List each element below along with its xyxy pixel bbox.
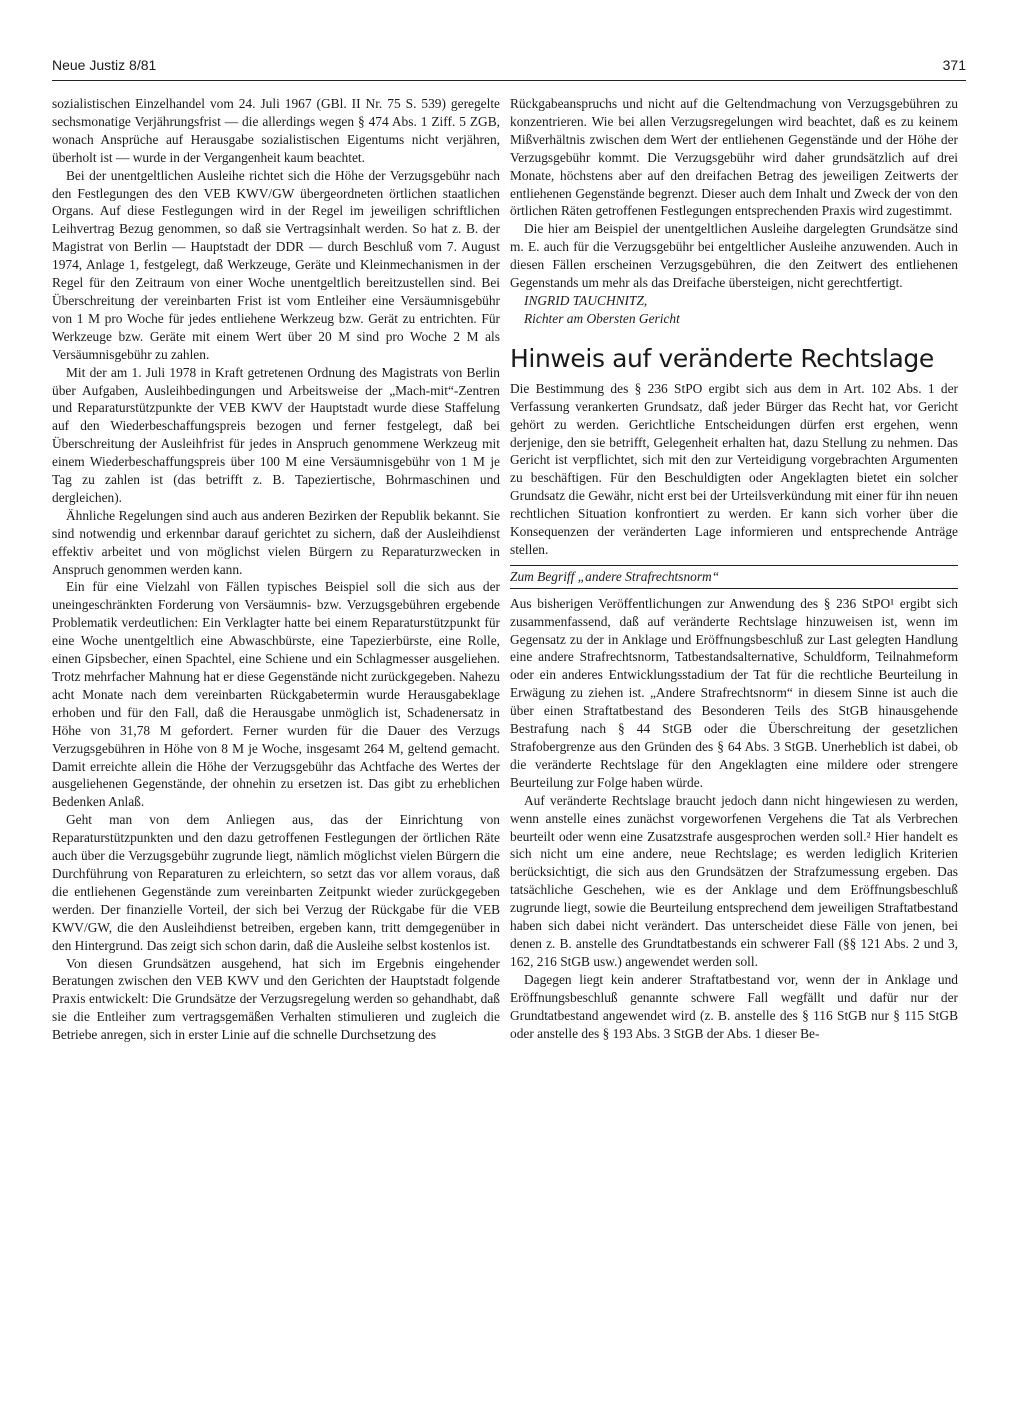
header-rule	[52, 80, 966, 81]
page-number: 371	[942, 57, 966, 73]
paragraph: Auf veränderte Rechtslage braucht jedoch dann nicht hingewiesen zu werden, wenn anstelle eines zunächst vorgeworfenen Vergehens die Tat als Verbrechen beurteilt oder wenn eine Zusatzstrafe ausgesprochen werden soll.² Hier handelt es sich nicht um eine andere, neue Rechtslage; es werden lediglich Kriterien berücksichtigt, die sich aus den Grundsätzen der Strafzumessung ergeben. Das tatsächliche Geschehen, wie es der Anklage und dem Eröffnungsbeschluß zugrunde liegt, sowie die Beurteilung entsprechend dem jeweiligen Straftatbestand haben sich dabei nicht verändert. Das unterscheidet diese Fälle von jenen, bei denen z. B. anstelle des Grundtatbestands ein schwerer Fall (§§ 121 Abs. 2 und 3, 162, 216 StGB usw.) angewendet werden soll.	[510, 792, 958, 969]
paragraph: Ähnliche Regelungen sind auch aus anderen Bezirken der Republik bekannt. Sie sind notwendig und erkennbar darauf gerichtet zu sichern, daß der Ausleihdienst effektiv arbeitet und von möglichst vielen Bürgern zu Reparaturzwecken in Anspruch genommen werden kann.	[52, 507, 500, 577]
paragraph: Von diesen Grundsätzen ausgehend, hat sich im Ergebnis eingehender Beratungen zwischen den VEB KWV und den Gerichten der Hauptstadt folgende Praxis entwickelt: Die Grundsätze der Verzugsregelung werden so gehandhabt, daß sie die Entleiher zum vertragsgemäßen Verhalten stimulieren und zugleich die Betriebe anregen, sich in erster Linie auf die schnelle Durchsetzung des	[52, 955, 500, 1043]
left-column	[52, 95, 500, 1044]
right-column	[510, 95, 958, 1042]
paragraph: Die Bestimmung des § 236 StPO ergibt sich aus dem in Art. 102 Abs. 1 der Verfassung verankerten Grundsatz, daß jeder Bürger das Recht hat, vor Gericht gehört zu werden. Gerichtliche Entscheidungen dürfen erst ergehen, wenn derjenige, den sie betrifft, Gelegenheit erhalten hat, dazu Stellung zu nehmen. Das Gericht ist verpflichtet, sich mit den zur Verteidigung vorgebrachten Argumenten zu beschäftigen. Für den Beschuldigten oder Angeklagten bietet ein solcher Grundsatz die Gewähr, nicht erst bei der Urteilsverkündung mit einer für ihn neuen rechtlichen Situation konfrontiert zu werden. Er kann sich vorher über die Konsequenzen der veränderten Lage informieren und entsprechende Anträge stellen.	[510, 380, 958, 557]
paragraph: Ein für eine Vielzahl von Fällen typisches Beispiel soll die sich aus der uneingeschränkten Forderung von Versäumnis- bzw. Verzugsgebühren ergebende Problematik verdeutlichen: Ein Verklagter hatte bei einem Reparaturstützpunkt für eine Woche unentgeltlich eine Abwaschbürste, eine Tapezierbürste, eine Rolle, einen Gipsbecher, einen Spachtel, eine Schiene und ein Schlagmesser ausgeliehen. Trotz mehrfacher Mahnung hat er diese Gegenstände nicht zurückgegeben. Nahezu acht Monate nach dem vereinbarten Rückgabetermin wurde Herausgabeklage erhoben und für den Fall, daß die Herausgabe unmöglich ist, Schadenersatz in Höhe von 31,78 M gefordert. Ferner wurden für die Dauer des Verzugs Verzugsgebühren in Höhe von 8 M je Woche, insgesamt 264 M, geltend gemacht. Damit erreichte allein die Höhe der Verzugsgebühr das Achtfache des Wertes der ausgeliehenen Gegenstände, der ohnehin zu ersetzen ist. Das gibt zu erheblichen Bedenken Anlaß.	[52, 579, 500, 810]
author-name: INGRID TAUCHNITZ,	[524, 292, 648, 308]
journal-title: Neue Justiz 8/81	[52, 57, 157, 73]
subheading: Zum Begriff „andere Strafrechtsnorm“	[510, 565, 958, 589]
paragraph: Geht man von dem Anliegen aus, das der Einrichtung von Reparaturstützpunkten und den dazu getroffenen Festlegungen der örtlichen Räte auch über die Verzugsgebühr zugrunde liegt, nämlich möglichst vielen Bürgern die Durchführung von Reparaturen zu erleichtern, so setzt das vor allem voraus, daß die entliehenen Gegenstände zum vereinbarten Zeitpunkt wieder zurückgegeben werden. Der finanzielle Vorteil, der sich bei Verzug der Rückgabe für die VEB KWV/GW, die den Ausleihdienst betreiben, ergeben kann, tritt demgegenüber in den Hintergrund. Das zeigt sich schon darin, daß die Ausleihe selbst kostenlos ist.	[52, 812, 500, 953]
running-header	[52, 52, 966, 78]
paragraph: sozialistischen Einzelhandel vom 24. Juli 1967 (GBl. II Nr. 75 S. 539) geregelte sechsmonatige Verjährungsfrist — die allerdings wegen § 474 Abs. 1 Ziff. 5 ZGB, wonach Ansprüche auf Herausgabe sozialistischen Eigentums nicht verjähren, überholt ist — wurde in der Vergangenheit kaum beachtet.	[52, 96, 500, 165]
paragraph: Rückgabeanspruchs und nicht auf die Geltendmachung von Verzugsgebühren zu konzentrieren. Wie bei allen Verzugsregelungen wird beachtet, daß es zu keinem Mißverhältnis zwischen dem Wert der entliehenen Gegenstände und der Höhe der Verzugsgebühr kommt. Die Verzugsgebühr wird daher grundsätzlich auf drei Monate, höchstens aber auf den dreifachen Betrag des jeweiligen Zeitwerts der entliehenen Gegenstände begrenzt. Dieser auch dem Inhalt und Zweck der von den örtlichen Räten getroffenen Festlegungen entsprechenden Praxis wird zugestimmt.	[510, 96, 958, 219]
paragraph: Dagegen liegt kein anderer Straftatbestand vor, wenn der in Anklage und Eröffnungsbeschluß genannte schwere Fall wegfällt und dafür nur der Grundtatbestand angewendet wird (z. B. anstelle des § 116 StGB nur § 115 StGB oder anstelle des § 193 Abs. 3 StGB der Abs. 1 dieser Be-	[510, 971, 958, 1041]
paragraph: Die hier am Beispiel der unentgeltlichen Ausleihe dargelegten Grundsätze sind m. E. auch für die Verzugsgebühr bei entgeltlicher Ausleihe anzuwenden. Auch in diesen Fällen erscheinen Verzugsgebühren, die den Zeitwert des entliehenen Gegenstands um mehr als das Dreifache übersteigen, nicht gerechtfertigt.	[510, 221, 958, 291]
paragraph: Bei der unentgeltlichen Ausleihe richtet sich die Höhe der Verzugsgebühr nach den Festlegungen des den VEB KWV/GW übergeordneten örtlichen staatlichen Organs. Auf diese Festlegungen wird in der Regel im jeweiligen schriftlichen Leihvertrag Bezug genommen, so daß sie Vertragsinhalt werden. So hat z. B. der Magistrat von Berlin — Hauptstadt der DDR — durch Beschluß vom 7. August 1974, Anlage 1, festgelegt, daß Werkzeuge, Geräte und Kleinmechanismen in der Regel für den Zeitraum von einer Woche unentgeltlich bereitzustellen sind. Bei Überschreitung der vereinbarten Frist ist vom Entleiher eine Versäumnisgebühr von 1 M pro Woche für jedes entliehene Werkzeug bzw. Gerät zu entrichten. Für Werkzeuge bzw. Geräte mit einem Wert über 20 M sind pro Woche 2 M als Versäumnisgebühr zu zahlen.	[52, 167, 500, 362]
paragraph: Aus bisherigen Veröffentlichungen zur Anwendung des § 236 StPO¹ ergibt sich zusammenfassend, daß auf veränderte Rechtslage hinzuweisen ist, wenn im Gegensatz zu der in Anklage und Eröffnungsbeschluß zur Last gelegten Handlung eine andere Strafrechtsnorm, Tatbestandsalternative, Schuldform, Teilnahmeform oder ein anderes Entwicklungsstadium der Tat für die rechtliche Beurteilung in Erwägung zu ziehen ist. „Andere Strafrechtsnorm“ in diesem Sinne ist auch die über einen Straftatbestand des Besonderen Teils des StGB hinausgehende Bestrafung nach § 44 StGB oder die Überschreitung der gesetzlichen Strafobergrenze aus den Gründen des § 64 Abs. 3 StGB. Unerheblich ist dabei, ob die veränderte Rechtslage für den Angeklagten eine mildere oder strengere Beurteilung zur Folge haben würde.	[510, 595, 958, 790]
section-title: Hinweis auf veränderte Rechtslage	[510, 343, 934, 373]
author-title: Richter am Obersten Gericht	[524, 310, 680, 326]
paragraph: Mit der am 1. Juli 1978 in Kraft getretenen Ordnung des Magistrats von Berlin über Aufgaben, Ausleihbedingungen und Arbeitsweise der „Mach-mit“-Zentren und Reparaturstützpunkte der VEB KWV der Hauptstadt wurde diese Staffelung auf den Wiederbeschaffungspreis bezogen und ferner festgelegt, daß bei Überschreitung der Ausleihfrist für jedes in Anspruch genommene Werkzeug mit einem Wiederbeschaffungspreis über 100 M eine Versäumnisgebühr von 1 M je Tag zu zahlen ist (das betrifft z. B. Tapeziertische, Bohrmaschinen und dergleichen).	[52, 364, 500, 505]
